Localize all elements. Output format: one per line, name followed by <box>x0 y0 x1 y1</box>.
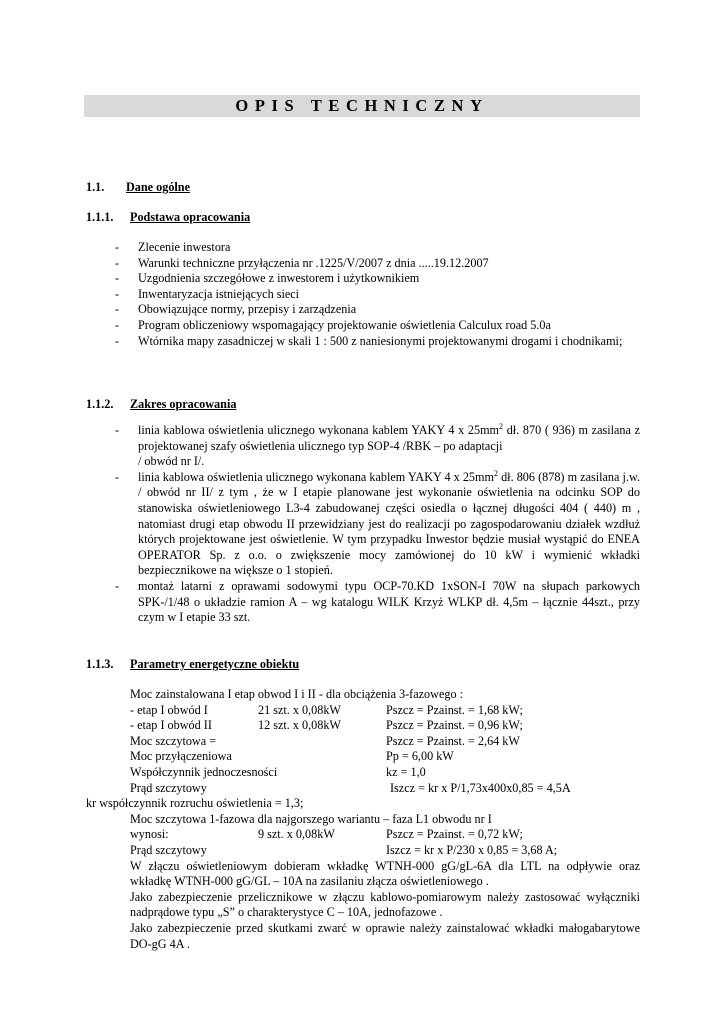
list-item: - Obowiązujące normy, przepisy i zarządzenia <box>115 302 357 317</box>
heading-1-1-2 <box>86 397 237 413</box>
param-row: Prąd szczytowy Iszcz = kr x P/230 x 0,85 = 3,68 A; <box>130 842 558 857</box>
heading-number: 1.1.2. <box>86 397 114 411</box>
list-item: - Wtórnika mapy zasadniczej w skali 1 : 500 z naniesionymi projektowanymi drogami i chodnikami; <box>115 333 623 348</box>
heading-1-1-3 <box>86 657 300 673</box>
list-item: - linia kablowa oświetlenia ulicznego wykonana kablem YAKY 4 x $25mm^2$ dł. 806 (878) m zasilana j.w. / obwód nr II/ z tym , że w I etapie planowane jest wykonanie oświetlenia na odcinku SOP do stanowiska oświetleniowego L3-4 zabudowanej części osiedla o łącznej długości 404 ( 440) m , natomiast drugi etap obwodu II przewidziany jest do realizacji po zagospodarowaniu działek wzdłuż których projektowane jest oświetlenie. W tym przypadku Inwestor będzie musiał wystąpić do ENEA OPERATOR Sp. z o.o. o zwiększenie mocy zamówionej do 10 kW i wymienić wkładki bezpiecznikowe na większe o 1 stopień. <box>115 468 641 578</box>
param-row: - etap I obwód II 12 szt. x 0,08kW Pszcz = Pzainst. = 0,96 kW; <box>130 718 523 733</box>
list-item: - Zlecenie inwestora <box>115 240 231 254</box>
param-row: Moc przyłączeniowa Pp = 6,00 kW <box>130 749 454 764</box>
list-item: - Uzgodnienia szczegółowe z inwestorem i użytkownikiem <box>115 271 420 286</box>
heading-number: 1.1.1. <box>86 210 114 224</box>
heading-title: Zakres opracowania <box>130 397 237 411</box>
list-item: - montaż latarni z oprawami sodowymi typu OCP-70.KD 1xSON-I 70W na słupach parkowych SPK-/1/48 o układzie ramion A – wg katalogu WILK Krzyż WLKP dł. 4,5m – łącznie 44szt., przy czym w I etapie 33 szt. <box>115 578 640 625</box>
param-row: Moc szczytowa 1-fazowa dla najgorszego wariantu – faza L1 obwodu nr I <box>130 811 492 826</box>
paragraph: W złączu oświetleniowym dobieram wkładkę WTNH-000 gG/gL-6A dla LTL na odpływie oraz wkładkę WTNH-000 gG/GL – 10A na zasilaniu złącza oświetleniowego . <box>130 858 640 889</box>
list-item: - linia kablowa oświetlenia ulicznego wykonana kablem YAKY 4 x $25mm^2$ dł. 870 ( 936) m zasilana z projektowanej szafy oświetlenia ulicznego typ SOP-4 /RBK – po adaptacji <box>115 422 641 453</box>
heading-1-1 <box>86 180 190 196</box>
list-item: - Warunki techniczne przyłączenia nr .1225/V/2007 z dnia .....19.12.2007 <box>115 255 489 270</box>
heading-title: Parametry energetyczne obiektu <box>130 657 300 671</box>
heading-number: 1.1. <box>86 180 105 194</box>
basis-list <box>86 240 640 349</box>
scope-list <box>86 423 640 626</box>
param-row: kr współczynnik rozruchu oświetlenia = 1,3; <box>86 796 304 811</box>
list-item: - Program obliczeniowy wspomagający projektowanie oświetlenia Calculux road 5.0a <box>115 317 551 332</box>
paragraph: Jako zabezpieczenie przelicznikowe w złączu kablowo-pomiarowym należy zastosować wyłączniki nadprądowe typu „S” o charakterystyce C – 10A, jednofazowe . <box>130 889 640 920</box>
document-title: OPIS TECHNICZNY <box>84 95 640 117</box>
heading-title: Podstawa opracowania <box>130 210 251 224</box>
energy-parameters <box>86 687 640 952</box>
param-row: Prąd szczytowy Iszcz = kr x P/1,73x400x0,85 = 4,5A <box>130 780 571 795</box>
paragraph: Jako zabezpieczenie przed skutkami zwarć w oprawie należy zainstalować wkładki małogabarytowe DO-gG 4A . <box>130 920 640 951</box>
list-item: - Inwentaryzacja istniejących sieci <box>115 286 300 301</box>
param-row: - etap I obwód I 21 szt. x 0,08kW Pszcz = Pzainst. = 1,68 kW; <box>130 702 523 717</box>
heading-title: Dane ogólne <box>126 180 190 194</box>
heading-number: 1.1.3. <box>86 657 114 671</box>
param-row: wynosi: 9 szt. x 0,08kW Pszcz = Pzainst. = 0,72 kW; <box>130 827 523 842</box>
list-item-continuation: / obwód nr I/. <box>138 454 205 469</box>
param-row: Moc szczytowa = Pszcz = Pzainst. = 2,64 kW <box>130 733 520 748</box>
param-row: Moc zainstalowana I etap obwod I i II - dla obciążenia 3-fazowego : <box>130 687 463 701</box>
param-row: Współczynnik jednoczesności kz = 1,0 <box>130 764 426 779</box>
heading-1-1-1 <box>86 210 251 226</box>
